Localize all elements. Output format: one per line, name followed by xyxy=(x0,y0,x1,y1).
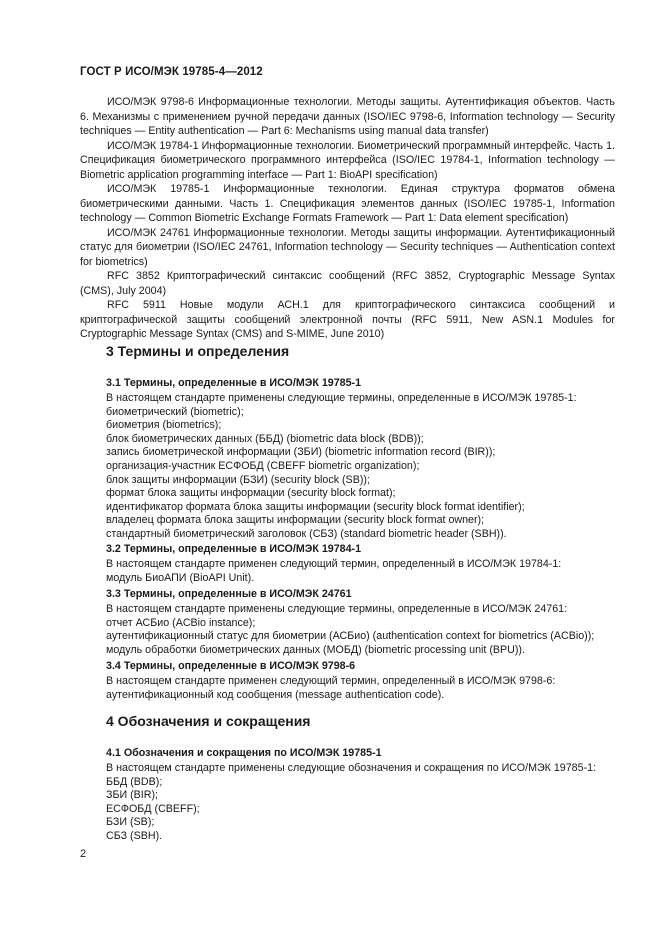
reference-rfc-5911: RFC 5911 Новые модули АСН.1 для криптографического синтаксиса сообщений и криптографической защиты сообщений электронной почты (RFC 5911, New ASN.1 Modules for Cryptographic Message Syntax (CMS) and S-MIME, June 2010) xyxy=(80,299,615,340)
normative-references xyxy=(80,95,615,342)
reference-iso-24761: ИСО/МЭК 24761 Информационные технологии. Методы защиты информации. Аутентификационный статус для биометрии (ISO/IEC 24761, Information technology — Security techniques — Authentication context for biometrics) xyxy=(80,226,615,268)
list-item: В настоящем стандарте применены следующие термины, определенные в ИСО/МЭК 24761: xyxy=(106,603,568,615)
list-item: модуль обработки биометрических данных (МОБД) (biometric processing unit (BPU)). xyxy=(106,643,525,656)
list-item: биометрия (biometrics); xyxy=(106,419,222,432)
list-item: БЗИ (SB); xyxy=(106,816,155,829)
list-item: В настоящем стандарте применены следующие обозначения и сокращения по ИСО/МЭК 19785-1: xyxy=(106,762,597,774)
subsection-4-1-heading: 4.1 Обозначения и сокращения по ИСО/МЭК 19785-1 xyxy=(106,747,382,759)
list-item: формат блока защиты информации (security block format); xyxy=(106,487,396,500)
list-item: ББД (BDB); xyxy=(106,775,163,788)
reference-iso-19784-1: ИСО/МЭК 19784-1 Информационные технологии. Биометрический программный интерфейс. Часть 1. Спецификация биометрического программного интерфейса (ISO/IEC 19784-1, Information technology — Biometric application programming interface — Part 1: BioAPI specification) xyxy=(80,139,615,181)
reference-iso-19785-1: ИСО/МЭК 19785-1 Информационные технологии. Единая структура форматов обмена биометрическими данными. Часть 1. Спецификация элементов данных (ISO/IEC 19785-1, Information technology — Common Biometric Exchange Formats Framework — Part 1: Data element specification) xyxy=(80,183,615,224)
list-item: запись биометрической информации (ЗБИ) (biometric information record (BIR)); xyxy=(106,446,496,459)
subsection-3-2-body xyxy=(106,558,626,585)
subsection-3-3-body xyxy=(106,603,626,657)
list-item: СБЗ (SBH). xyxy=(106,829,163,842)
list-item: В настоящем стандарте применен следующий термин, определенный в ИСО/МЭК 9798-6: xyxy=(106,675,556,687)
section-3-heading: 3 Термины и определения xyxy=(106,343,290,359)
list-item: отчет АСБио (ACBio instance); xyxy=(106,616,256,629)
subsection-3-3-heading: 3.3 Термины, определенные в ИСО/МЭК 24761 xyxy=(106,588,352,600)
list-item: биометрический (biometric); xyxy=(106,405,244,418)
list-item: организация-участник ЕСФОБД (CBEFF biometric organization); xyxy=(106,459,420,472)
list-item: модуль БиоАПИ (BioAPI Unit). xyxy=(106,571,255,584)
subsection-3-1-heading: 3.1 Термины, определенные в ИСО/МЭК 19785-1 xyxy=(106,377,362,389)
list-item: В настоящем стандарте применен следующий термин, определенный в ИСО/МЭК 19784-1: xyxy=(106,558,562,570)
subsection-4-1-body xyxy=(106,762,626,844)
section-4-heading: 4 Обозначения и сокращения xyxy=(106,713,311,729)
subsection-3-4-heading: 3.4 Термины, определенные в ИСО/МЭК 9798-6 xyxy=(106,660,356,672)
list-item: аутентификационный статус для биометрии (АСБио) (authentication context for biometrics (ACBio)); xyxy=(106,630,595,643)
reference-iso-9798-6: ИСО/МЭК 9798-6 Информационные технологии. Методы защиты. Аутентификация объектов. Часть 6. Механизмы с применением ручной передачи данных (ISO/IEC 9798-6, Information technology — Security techniques — Entity authentication — Part 6: Mechanisms using manual data transfer) xyxy=(80,96,615,137)
list-item: аутентификационный код сообщения (message authentication code). xyxy=(106,688,445,701)
list-item: блок биометрических данных (ББД) (biometric data block (BDB)); xyxy=(106,432,424,445)
list-item: ЗБИ (BIR); xyxy=(106,789,159,802)
list-item: ЕСФОБД (CBEFF); xyxy=(106,802,200,815)
list-item: стандартный биометрический заголовок (СБЗ) (standard biometric header (SBH)). xyxy=(106,527,507,540)
subsection-3-2-heading: 3.2 Термины, определенные в ИСО/МЭК 19784-1 xyxy=(106,543,362,555)
list-item: блок защиты информации (БЗИ) (security block (SB)); xyxy=(106,473,370,486)
subsection-3-4-body xyxy=(106,675,626,702)
list-item: идентификатор формата блока защиты информации (security block format identifier); xyxy=(106,500,525,513)
list-item: владелец формата блока защиты информации (security block format owner); xyxy=(106,514,485,527)
page-number: 2 xyxy=(80,848,87,860)
list-item: В настоящем стандарте применены следующие термины, определенные в ИСО/МЭК 19785-1: xyxy=(106,392,577,404)
subsection-3-1-body xyxy=(106,392,626,542)
reference-rfc-3852: RFC 3852 Криптографический синтаксис сообщений (RFC 3852, Cryptographic Message Syntax (CMS), July 2004) xyxy=(80,270,615,297)
document-header: ГОСТ Р ИСО/МЭК 19785-4—2012 xyxy=(80,66,263,78)
